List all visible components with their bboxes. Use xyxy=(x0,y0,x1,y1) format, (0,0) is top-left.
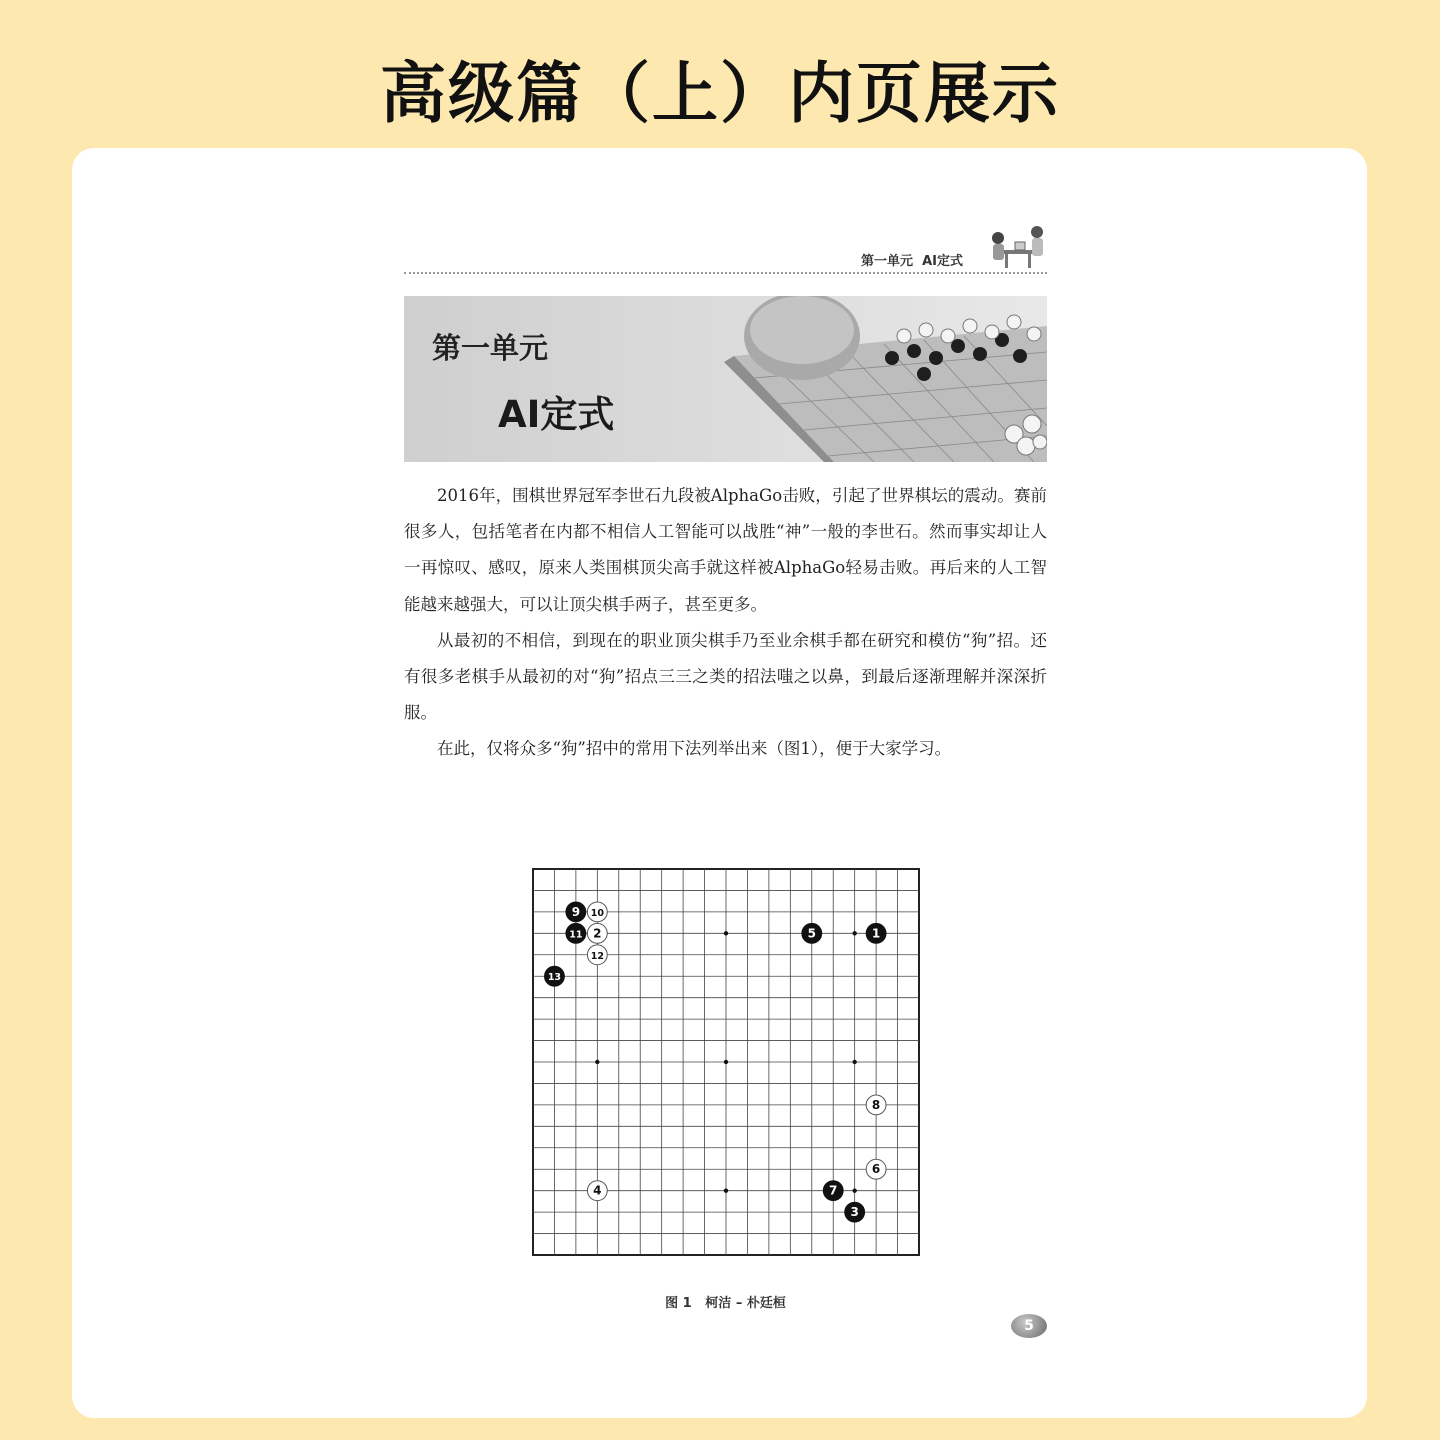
stone-8 xyxy=(866,1095,886,1115)
stone-number: 2 xyxy=(593,926,602,941)
banner-topic-title: AI定式 xyxy=(498,393,615,436)
stone-6 xyxy=(866,1159,886,1179)
stone-number: 4 xyxy=(593,1183,602,1198)
running-head xyxy=(404,208,1047,274)
figure-caption: 图 1 柯洁 – 朴廷桓 xyxy=(665,1296,786,1311)
children-playing-go-illustration-icon xyxy=(989,220,1047,270)
stone-9 xyxy=(566,902,586,922)
stone-number: 7 xyxy=(829,1183,838,1198)
paragraph-3: 在此，仅将众多“狗”招中的常用下法列举出来（图1），便于大家学习。 xyxy=(437,739,952,759)
book-page xyxy=(404,208,1047,1358)
stone-number: 11 xyxy=(569,929,583,941)
go-board-and-bowl-illustration-icon xyxy=(724,296,1047,462)
stone-11 xyxy=(566,923,586,943)
stone-5 xyxy=(802,923,822,943)
stone-2 xyxy=(587,923,607,943)
stone-number: 8 xyxy=(871,1097,881,1112)
star-point xyxy=(595,1060,599,1064)
stone-10 xyxy=(587,902,607,922)
page-preview-card xyxy=(72,148,1367,1418)
stone-number: 10 xyxy=(590,907,604,919)
chapter-banner xyxy=(404,296,1047,462)
paragraph-1: 2016年，围棋世界冠军李世石九段被AlphaGo击败，引起了世界棋坛的震动。赛前很多人，包括笔者在内都不相信人工智能可以战胜“神”一般的李世石。然而事实却让人一再惊叹、感叹，原来人类围棋顶尖高手就这样被AlphaGo轻易击败。再后来的人工智能越来越强大，可以让顶尖棋手两子，甚至更多。 xyxy=(404,486,1047,614)
star-point xyxy=(724,1188,728,1192)
stone-4 xyxy=(587,1181,607,1201)
stone-12 xyxy=(587,945,607,965)
stone-number: 12 xyxy=(590,950,604,962)
stone-1 xyxy=(866,923,886,943)
go-board-diagram xyxy=(530,866,922,1258)
stone-number: 6 xyxy=(871,1162,881,1177)
stone-13 xyxy=(545,966,565,986)
star-point xyxy=(724,931,728,935)
paragraph-2: 从最初的不相信，到现在的职业顶尖棋手乃至业余棋手都在研究和模仿“狗”招。还有很多老棋手从最初的对“狗”招点三三之类的招法嗤之以鼻，到最后逐渐理解并深深折服。 xyxy=(404,630,1047,723)
promo-title: 高级篇（上）内页展示 xyxy=(380,55,1060,132)
star-point xyxy=(724,1060,728,1064)
banner-unit-title: 第一单元 xyxy=(432,331,549,365)
star-point xyxy=(852,931,856,935)
stone-number: 3 xyxy=(850,1205,859,1220)
stone-3 xyxy=(845,1202,865,1222)
stone-number: 5 xyxy=(807,926,816,941)
running-head-text: 第一单元 AI定式 xyxy=(861,254,963,269)
page-number: 5 xyxy=(1011,1314,1047,1338)
star-point xyxy=(852,1188,856,1192)
stone-number: 13 xyxy=(547,972,562,984)
stone-number: 1 xyxy=(871,926,881,941)
body-text xyxy=(404,478,1047,768)
stone-number: 9 xyxy=(571,904,581,919)
stone-7 xyxy=(823,1181,843,1201)
star-point xyxy=(852,1060,856,1064)
